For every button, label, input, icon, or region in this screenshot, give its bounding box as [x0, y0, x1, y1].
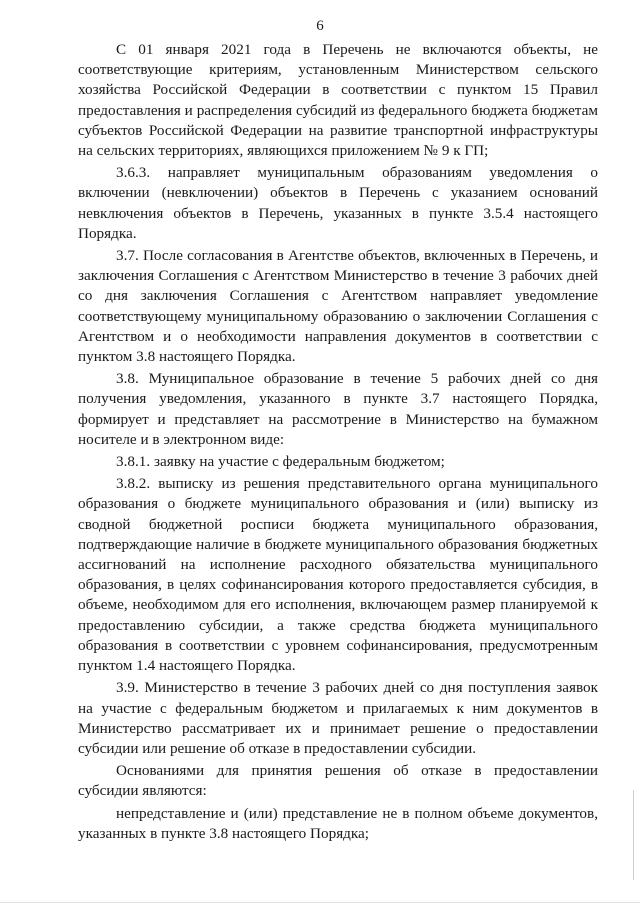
paragraph-refusal-grounds: Основаниями для принятия решения об отказе в предоставлении субсидии являются:	[78, 762, 598, 800]
paragraph-3-7: 3.7. После согласования в Агентстве объектов, включенных в Перечень, и заключения Соглашения с Агентством Министерство в течение 3 рабочих дней со дня заключения Соглашения с Агентством направляет уведомление соответствующему муниципальному образованию о заключении Соглашения с Агентством и о необходимости направления документов в соответствии с пунктом 3.8 настоящего Порядка.	[78, 247, 598, 366]
paragraph-3-8-1: 3.8.1. заявку на участие с федеральным бюджетом;	[116, 453, 445, 471]
paragraph-3-9: 3.9. Министерство в течение 3 рабочих дней со дня поступления заявок на участие с федеральным бюджетом и прилагаемых к ним документов в Министерство рассматривает их и принимает решение о предоставлении субсидии или решение об отказе в предоставлении субсидии.	[78, 679, 598, 757]
scan-edge-bottom	[0, 902, 640, 903]
scan-edge-right	[633, 790, 634, 880]
document-body	[78, 40, 598, 846]
paragraph-criteria: С 01 января 2021 года в Перечень не включаются объекты, не соответствующие критериям, установленным Министерством сельского хозяйства Российской Федерации в соответствии с пунктом 15 Правил предоставления и распределения субсидий из федерального бюджета бюджетам субъектов Российской Федерации на развитие транспортной инфраструктуры на сельских территориях, являющихся приложением № 9 к ГП;	[78, 41, 598, 160]
paragraph-refusal-item-1: непредставление и (или) представление не в полном объеме документов, указанных в пункте 3.8 настоящего Порядка;	[78, 804, 598, 842]
page-number: 6	[316, 18, 324, 34]
paragraph-3-8-2: 3.8.2. выписку из решения представительного органа муниципального образования о бюджете муниципального образования и (или) выписку из сводной бюджетной росписи бюджета муниципального образования, подтверждающие наличие в бюджете муниципального образования бюджетных ассигнований на исполнение расходного обязательства муниципального образования, в целях софинансирования которого предоставляется субсидия, в объеме, необходимом для его исполнения, включающем размер планируемой к предоставлению субсидии, а также средства бюджета муниципального образования в соответствии с уровнем софинансирования, предусмотренным пунктом 1.4 настоящего Порядка.	[78, 475, 598, 675]
paragraph-3-8: 3.8. Муниципальное образование в течение 5 рабочих дней со дня получения уведомления, указанного в пункте 3.7 настоящего Порядка, формирует и представляет на рассмотрение в Министерство на бумажном носителе и в электронном виде:	[78, 370, 598, 448]
paragraph-3-6-3: 3.6.3. направляет муниципальным образованиям уведомления о включении (невключении) объектов в Перечень с указанием оснований невключения объектов в Перечень, указанных в пункте 3.5.4 настоящего Порядка.	[78, 164, 598, 242]
